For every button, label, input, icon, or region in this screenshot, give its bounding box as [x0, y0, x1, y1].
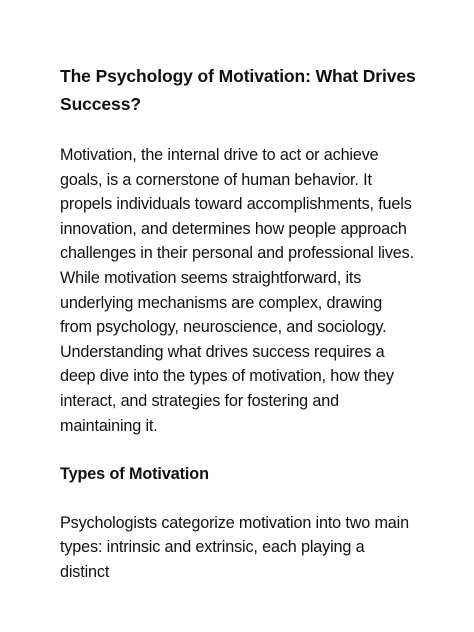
- body-paragraph: Psychologists categorize motivation into two main types: intrinsic and extrinsic, each playing a distinct: [60, 513, 409, 581]
- article-title: The Psychology of Motivation: What Drives Success?: [60, 66, 416, 114]
- document-page: [60, 62, 416, 585]
- intro-paragraph: Motivation, the internal drive to act or achieve goals, is a cornerstone of human behavior. It propels individuals toward accomplishments, fuels innovation, and determines how people approach challenges in their personal and professional lives. While motivation seems straightforward, its underlying mechanisms are complex, drawing from psychology, neuroscience, and sociology. Understanding what drives success requires a deep dive into the types of motivation, how they interact, and strategies for fostering and maintaining it.: [60, 146, 414, 435]
- section-heading: Types of Motivation: [60, 465, 209, 484]
